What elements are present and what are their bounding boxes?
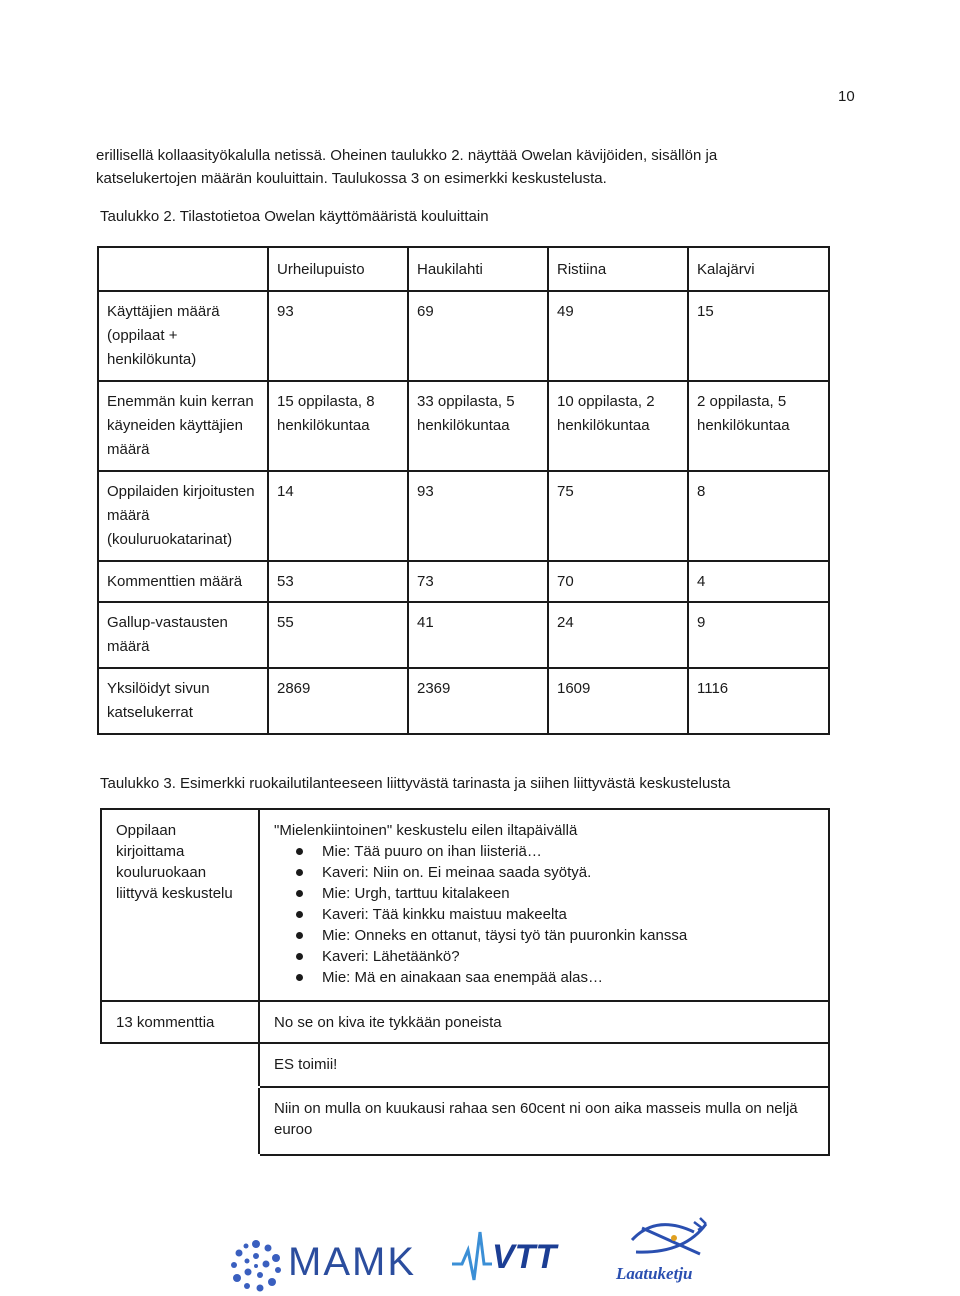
table-header-row	[98, 247, 829, 291]
table-row	[101, 809, 829, 1001]
table-row	[98, 602, 829, 668]
laatuketju-logo-icon	[614, 1214, 724, 1270]
table-cell: 8	[688, 471, 829, 561]
discussion-example-table	[100, 808, 830, 1156]
table-cell: 93	[408, 471, 548, 561]
table-cell: 41	[408, 602, 548, 668]
list-item: Mie: Urgh, tarttuu kitalakeen	[274, 883, 816, 904]
table-cell: 49	[548, 291, 688, 381]
table-cell: 15	[688, 291, 829, 381]
header-cell-urheilupuisto: Urheilupuisto	[268, 247, 408, 291]
table-cell: 53	[268, 561, 408, 602]
row-label: Käyttäjien määrä (oppilaat + henkilökunta)	[98, 291, 268, 381]
story-cell	[259, 809, 829, 1001]
header-cell-ristiina: Ristiina	[548, 247, 688, 291]
table3-caption: Taulukko 3. Esimerkki ruokailutilanteeseen liittyvästä tarinasta ja siihen liittyvästä keskustelusta	[100, 775, 731, 792]
laatuketju-logo-text: Laatuketju	[616, 1264, 693, 1283]
table-cell: 15 oppilasta, 8 henkilökuntaa	[268, 381, 408, 471]
table-cell: 4	[688, 561, 829, 602]
row-label: Oppilaiden kirjoitusten määrä (kouluruokatarinat)	[98, 471, 268, 561]
story-label: Oppilaan kirjoittama kouluruokaan liittyvä keskustelu	[101, 809, 259, 1001]
footer-logos	[0, 1210, 960, 1296]
header-cell-kalajarvi: Kalajärvi	[688, 247, 829, 291]
table-row	[98, 561, 829, 602]
table-cell: 24	[548, 602, 688, 668]
comment-cell: ES toimii!	[259, 1043, 829, 1087]
comment-cell: Niin on mulla on kuukausi rahaa sen 60cent ni oon aika masseis mulla on neljä euroo	[259, 1087, 829, 1155]
list-item: Mie: Onneks en ottanut, täysi työ tän puuronkin kanssa	[274, 925, 816, 946]
comment-cell: No se on kiva ite tykkään poneista	[259, 1001, 829, 1043]
table-row	[101, 1043, 829, 1087]
table-row	[101, 1087, 829, 1155]
table-cell: 10 oppilasta, 2 henkilökuntaa	[548, 381, 688, 471]
list-item: Kaveri: Niin on. Ei meinaa saada syötyä.	[274, 862, 816, 883]
header-cell-empty	[98, 247, 268, 291]
story-title: "Mielenkiintoinen" keskustelu eilen iltapäivällä	[274, 822, 578, 839]
table-row	[101, 1001, 829, 1043]
table-cell: 1116	[688, 668, 829, 734]
table-cell: 73	[408, 561, 548, 602]
table-cell: 9	[688, 602, 829, 668]
list-item: Mie: Tää puuro on ihan liisteriä…	[274, 841, 816, 862]
empty-cell	[101, 1043, 259, 1087]
table-row	[98, 471, 829, 561]
table-cell: 14	[268, 471, 408, 561]
table-cell: 33 oppilasta, 5 henkilökuntaa	[408, 381, 548, 471]
row-label: Enemmän kuin kerran käyneiden käyttäjien määrä	[98, 381, 268, 471]
page-number: 10	[838, 88, 855, 105]
table-cell: 1609	[548, 668, 688, 734]
dialogue-list	[274, 841, 816, 988]
vtt-logo-icon	[450, 1224, 494, 1284]
table-cell: 75	[548, 471, 688, 561]
table-row	[98, 381, 829, 471]
mamk-logo-icon	[228, 1238, 284, 1294]
list-item: Kaveri: Lähetäänkö?	[274, 946, 816, 967]
comments-count-label: 13 kommenttia	[101, 1001, 259, 1043]
table-cell: 2 oppilasta, 5 henkilökuntaa	[688, 381, 829, 471]
list-item: Mie: Mä en ainakaan saa enempää alas…	[274, 967, 816, 988]
table2-caption: Taulukko 2. Tilastotietoa Owelan käyttömääristä kouluittain	[100, 208, 489, 225]
vtt-logo-text: VTT	[492, 1238, 557, 1276]
table-cell: 2869	[268, 668, 408, 734]
usage-statistics-table	[97, 246, 830, 735]
table-cell: 70	[548, 561, 688, 602]
row-label: Yksilöidyt sivun katselukerrat	[98, 668, 268, 734]
table-row	[98, 291, 829, 381]
row-label: Kommenttien määrä	[98, 561, 268, 602]
table-cell: 93	[268, 291, 408, 381]
table-cell: 2369	[408, 668, 548, 734]
table-row	[98, 668, 829, 734]
list-item: Kaveri: Tää kinkku maistuu makeelta	[274, 904, 816, 925]
mamk-logo-text: MAMK	[288, 1240, 416, 1284]
table-cell: 69	[408, 291, 548, 381]
row-label: Gallup-vastausten määrä	[98, 602, 268, 668]
table-cell: 55	[268, 602, 408, 668]
empty-cell	[101, 1087, 259, 1155]
header-cell-haukilahti: Haukilahti	[408, 247, 548, 291]
intro-paragraph: erillisellä kollaasityökalulla netissä. Oheinen taulukko 2. näyttää Owelan kävijöiden, sisällön ja katselukertojen määrän kouluittain. Taulukossa 3 on esimerkki keskustelusta.	[96, 147, 718, 187]
